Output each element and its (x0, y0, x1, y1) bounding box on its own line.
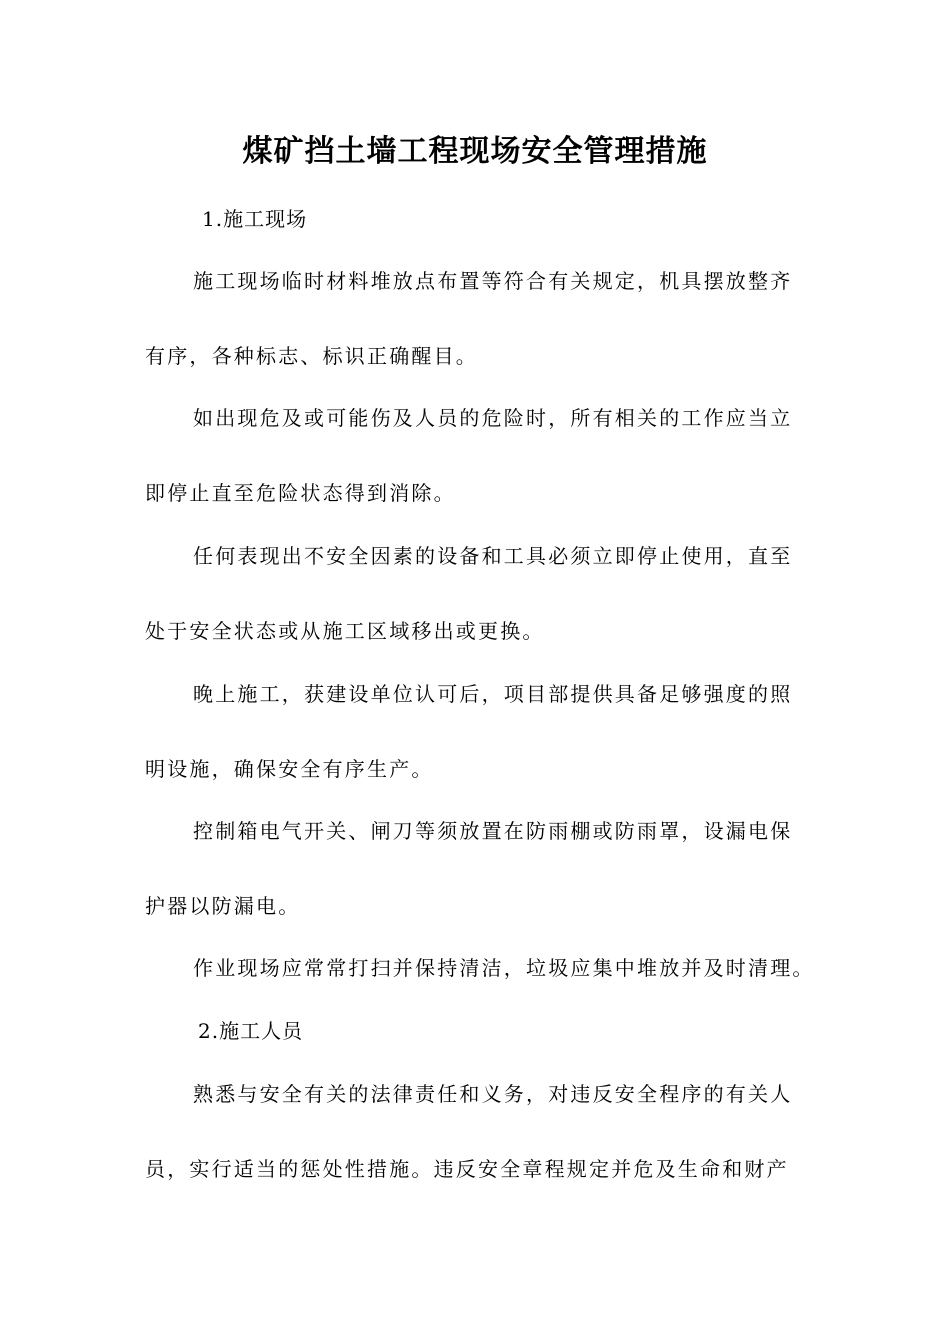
paragraph-line: 施工现场临时材料堆放点布置等符合有关规定，机具摆放整齐 (193, 269, 793, 293)
paragraph-line: 明设施，确保安全有序生产。 (145, 757, 434, 781)
paragraph-line: 护器以防漏电。 (145, 894, 301, 918)
paragraph-line: 控制箱电气开关、闸刀等须放置在防雨棚或防雨罩，设漏电保 (193, 819, 793, 843)
paragraph-line: 晚上施工，获建设单位认可后，项目部提供具备足够强度的照 (193, 682, 793, 706)
section-heading-personnel: 2.施工人员 (198, 1019, 304, 1043)
paragraph-line: 员，实行适当的惩处性措施。违反安全章程规定并危及生命和财产 (145, 1157, 789, 1181)
paragraph-line: 如出现危及或可能伤及人员的危险时，所有相关的工作应当立 (193, 406, 793, 430)
document-title: 煤矿挡土墙工程现场安全管理措施 (242, 134, 708, 169)
paragraph-line: 作业现场应常常打扫并保持清洁，垃圾应集中堆放并及时清理。 (193, 956, 815, 980)
section-heading-site: 1.施工现场 (202, 207, 308, 231)
paragraph-line: 处于安全状态或从施工区域移出或更换。 (145, 619, 545, 643)
paragraph-line: 熟悉与安全有关的法律责任和义务，对违反安全程序的有关人 (193, 1082, 793, 1106)
paragraph-line: 有序，各种标志、标识正确醒目。 (145, 344, 478, 368)
paragraph-line: 即停止直至危险状态得到消除。 (145, 481, 456, 505)
paragraph-line: 任何表现出不安全因素的设备和工具必须立即停止使用，直至 (193, 544, 793, 568)
